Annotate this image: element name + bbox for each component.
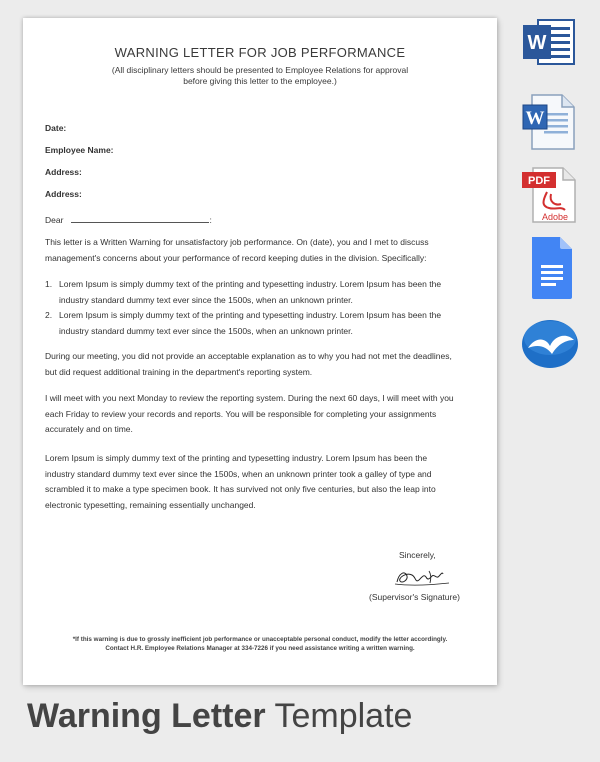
intro-paragraph (45, 235, 475, 266)
paragraph-line: scrambled it to make a type specimen book. It has survived not only five centuries, but also the leap into (45, 484, 436, 494)
footer-title-light: Template (265, 697, 413, 735)
employee-name-field: Employee Name: (45, 145, 114, 155)
footer-title-bold: Warning Letter (27, 697, 266, 735)
word-doc-icon[interactable] (522, 93, 576, 151)
letter-page (23, 18, 497, 685)
list-item (45, 308, 475, 339)
salutation-label: Dear (45, 215, 64, 225)
footnote-line: *If this warning is due to grossly inefficient job performance or unacceptable personal conduct, modify the letter accordingly. (72, 636, 448, 643)
list-item-text (59, 277, 475, 308)
word-icon[interactable] (522, 18, 576, 66)
footnote (23, 635, 497, 653)
paragraph-line: Lorem Ipsum is simply dummy text of the printing and typesetting industry. Lorem Ipsum has been the (45, 453, 428, 463)
paragraph-line: but did request additional training in the department's reporting system. (45, 366, 313, 377)
word-doc-icon-letter: W (525, 108, 545, 129)
lorem-paragraph (45, 451, 475, 513)
list-item-text (59, 308, 475, 339)
letter-title: WARNING LETTER FOR JOB PERFORMANCE (114, 45, 406, 60)
issues-list (45, 277, 475, 339)
meeting-paragraph (45, 349, 475, 380)
paragraph-line: industry standard dummy text ever since the 1500s, when an unknown printer took a galley of type and (45, 468, 432, 479)
signature-mark (393, 565, 453, 589)
pdf-icon-label: Adobe (541, 212, 569, 222)
list-item (45, 277, 475, 308)
date-field: Date: (45, 123, 67, 133)
pdf-icon[interactable] (521, 166, 577, 224)
paragraph-line: each Friday to review your records and reports. You will be responsible for completing your assignments (45, 408, 437, 419)
paragraph-line: This letter is a Written Warning for unsatisfactory job performance. On (date), you and I met to discuss (45, 237, 429, 247)
paragraph-line: During our meeting, you did not provide an acceptable explanation as to why you had not met the deadlines, (45, 351, 452, 361)
address-field: Address: (45, 167, 82, 177)
closing: Sincerely, (399, 550, 436, 560)
letter-subtitle (23, 65, 497, 87)
followup-paragraph (45, 391, 475, 438)
paragraph-line: I will meet with you next Monday to review the reporting system. During the next 60 days, I will meet with you (45, 393, 454, 403)
salutation-blank-line (71, 214, 212, 225)
paragraph-line: management's concerns about your performance of record keeping duties in the division. Specifically: (45, 252, 427, 263)
list-item-line: industry standard dummy text ever since the 1500s, when an unknown printer. (59, 325, 353, 336)
list-item-number: 2. (45, 310, 53, 320)
paragraph-line: electronic typesetting, remaining essentially unchanged. (45, 499, 256, 510)
list-item-line: industry standard dummy text ever since the 1500s, when an unknown printer. (59, 294, 353, 305)
list-item-number: 1. (45, 279, 53, 289)
openoffice-icon[interactable] (520, 318, 580, 370)
list-item-line: Lorem Ipsum is simply dummy text of the printing and typesetting industry. Lorem Ipsum has been the (59, 279, 442, 289)
pdf-icon-badge: PDF (528, 175, 550, 187)
subtitle-line: (All disciplinary letters should be presented to Employee Relations for approval (111, 65, 409, 75)
google-docs-icon[interactable] (528, 235, 574, 301)
salutation (45, 214, 212, 225)
subtitle-line: before giving this letter to the employee.) (183, 76, 337, 86)
paragraph-line: accurately and on time. (45, 424, 133, 434)
footer-title (27, 697, 412, 736)
word-icon-letter: W (527, 32, 547, 54)
list-item-line: Lorem Ipsum is simply dummy text of the printing and typesetting industry. Lorem Ipsum has been the (59, 310, 442, 320)
address-field-2: Address: (45, 189, 82, 199)
footnote-line: Contact H.R. Employee Relations Manager at 334-7226 if you need assistance writing a written warning. (105, 645, 415, 652)
signature-label: (Supervisor's Signature) (369, 592, 460, 602)
salutation-suffix: : (209, 215, 212, 225)
